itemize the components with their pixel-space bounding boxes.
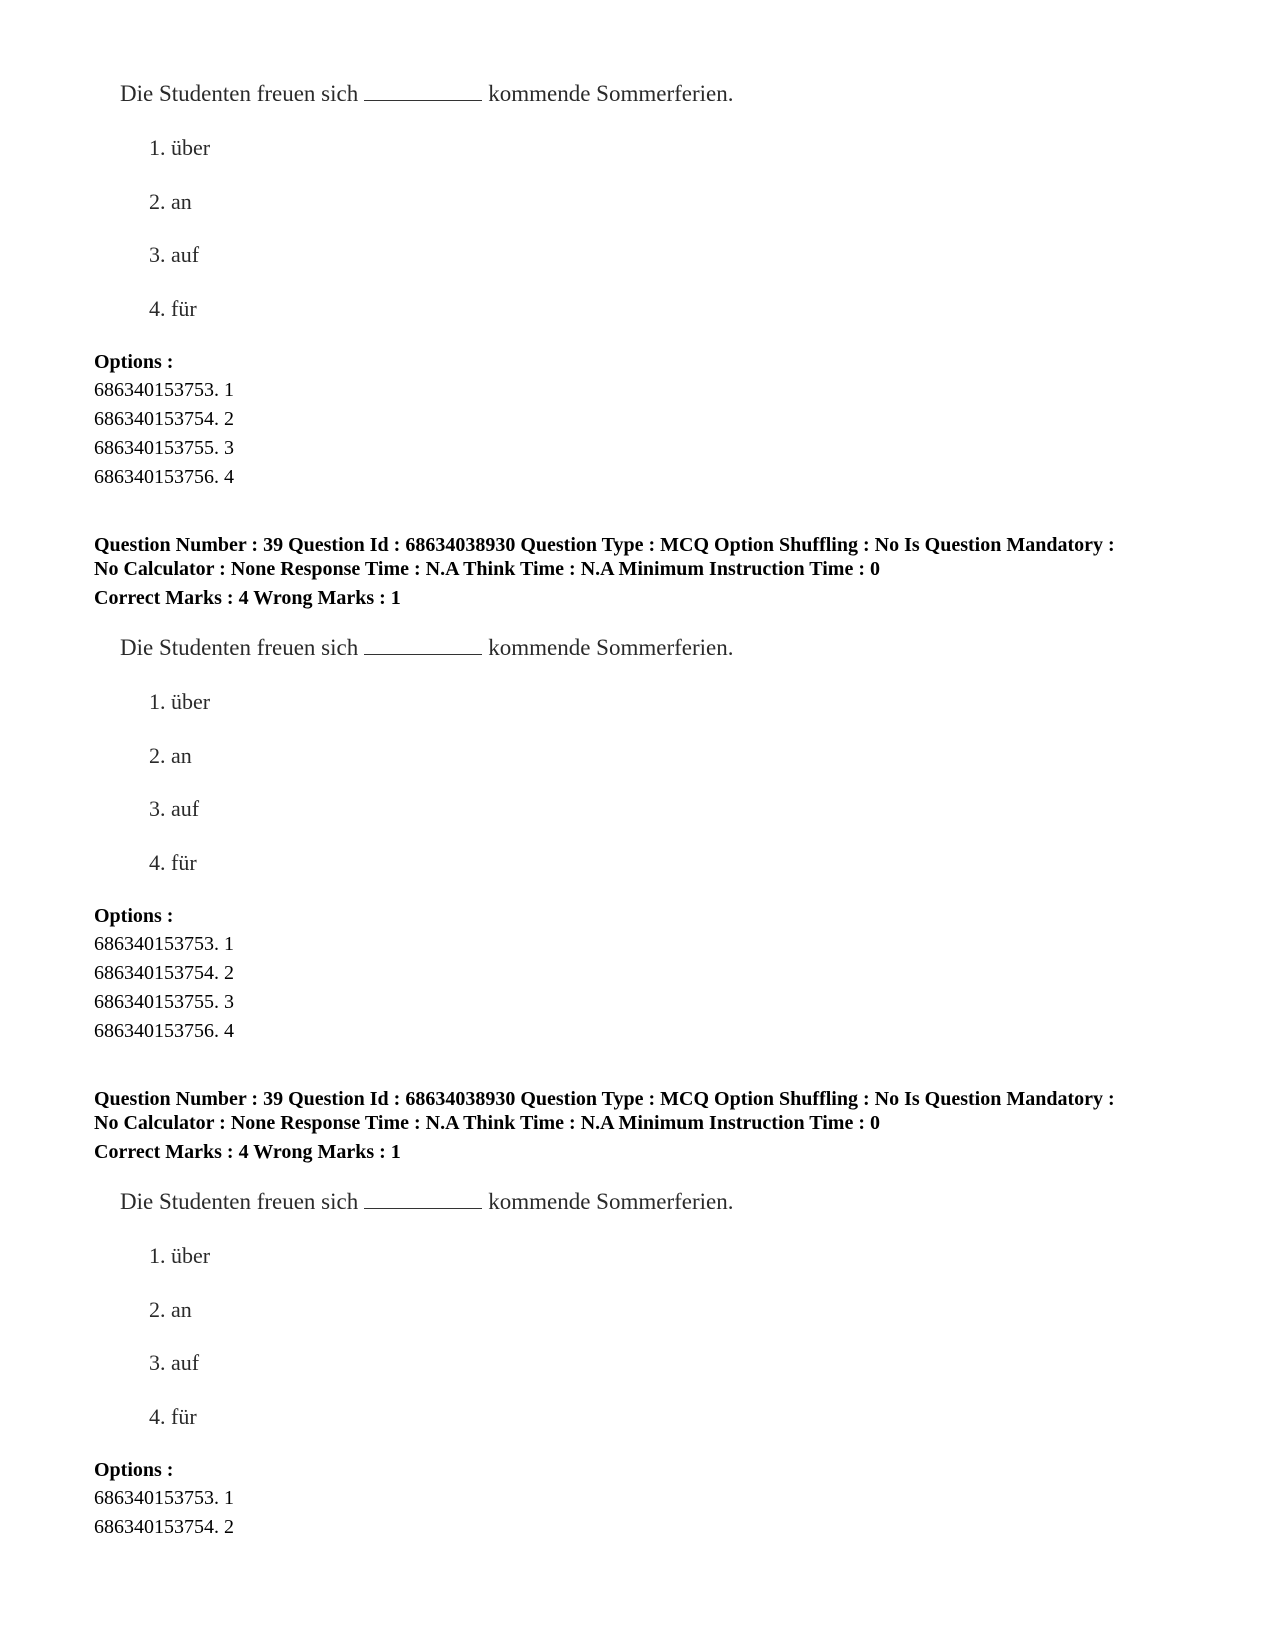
choice-3: 3. auf	[149, 796, 200, 821]
question-header-line1: Question Number : 39 Question Id : 68634038930 Question Type : MCQ Option Shuffling : No Is Question Mandatory :	[94, 1088, 1115, 1110]
option-4: 686340153756. 4	[94, 466, 234, 488]
question-marks: Correct Marks : 4 Wrong Marks : 1	[94, 587, 401, 609]
options-title: Options :	[94, 905, 174, 927]
question-text-after: kommende Sommerferien.	[488, 635, 734, 660]
answer-blank	[364, 1190, 482, 1209]
option-1: 686340153753. 1	[94, 1487, 234, 1509]
question-text	[120, 80, 734, 108]
option-2: 686340153754. 2	[94, 1516, 234, 1538]
choice-1: 1. über	[149, 135, 211, 160]
answer-blank	[364, 636, 482, 655]
question-header-line1: Question Number : 39 Question Id : 68634038930 Question Type : MCQ Option Shuffling : No Is Question Mandatory :	[94, 534, 1115, 556]
choice-4: 4. für	[149, 850, 197, 875]
options-title: Options :	[94, 351, 174, 373]
options-title: Options :	[94, 1459, 174, 1481]
option-1: 686340153753. 1	[94, 933, 234, 955]
option-3: 686340153755. 3	[94, 437, 234, 459]
question-text-before: Die Studenten freuen sich	[120, 1189, 359, 1214]
choice-2: 2. an	[149, 743, 192, 768]
question-header-line2: No Calculator : None Response Time : N.A Think Time : N.A Minimum Instruction Time : 0	[94, 1112, 880, 1134]
choice-2: 2. an	[149, 189, 192, 214]
question-text-before: Die Studenten freuen sich	[120, 81, 359, 106]
choice-1: 1. über	[149, 1243, 211, 1268]
choice-4: 4. für	[149, 1404, 197, 1429]
option-2: 686340153754. 2	[94, 408, 234, 430]
choice-3: 3. auf	[149, 1350, 200, 1375]
question-text-after: kommende Sommerferien.	[488, 1189, 734, 1214]
choice-2: 2. an	[149, 1297, 192, 1322]
question-text-after: kommende Sommerferien.	[488, 81, 734, 106]
choice-4: 4. für	[149, 296, 197, 321]
option-2: 686340153754. 2	[94, 962, 234, 984]
choice-3: 3. auf	[149, 242, 200, 267]
question-text	[120, 634, 734, 662]
question-marks: Correct Marks : 4 Wrong Marks : 1	[94, 1141, 401, 1163]
question-text-before: Die Studenten freuen sich	[120, 635, 359, 660]
choice-1: 1. über	[149, 689, 211, 714]
option-3: 686340153755. 3	[94, 991, 234, 1013]
question-text	[120, 1188, 734, 1216]
option-1: 686340153753. 1	[94, 379, 234, 401]
option-4: 686340153756. 4	[94, 1020, 234, 1042]
answer-blank	[364, 82, 482, 101]
question-header-line2: No Calculator : None Response Time : N.A Think Time : N.A Minimum Instruction Time : 0	[94, 558, 880, 580]
